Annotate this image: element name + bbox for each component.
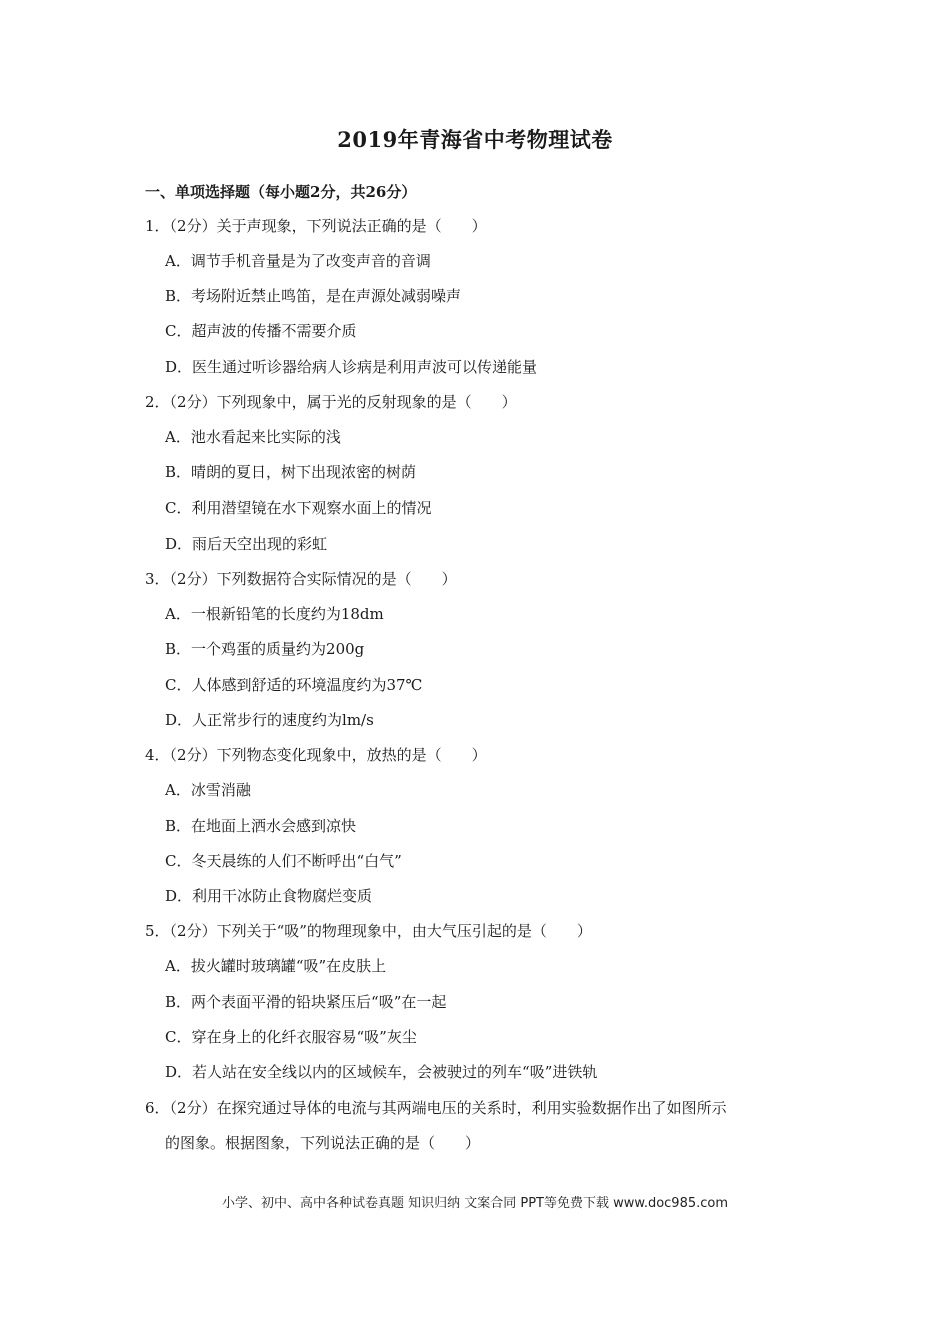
question-4-stem: 4．（2分）下列物态变化现象中，放热的是（ ） <box>145 746 487 764</box>
question-5-option-b: B．两个表面平滑的铅块紧压后“吸”在一起 <box>165 993 447 1011</box>
question-4-option-d: D．利用干冰防止食物腐烂变质 <box>165 887 373 905</box>
question-2-option-c: C．利用潜望镜在水下观察水面上的情况 <box>165 499 432 517</box>
question-1-stem: 1．（2分）关于声现象，下列说法正确的是（ ） <box>145 217 487 235</box>
section-heading: 一、单项选择题（每小题2分，共26分） <box>145 183 417 201</box>
question-5-option-c: C．穿在身上的化纤衣服容易“吸”灰尘 <box>165 1028 417 1046</box>
question-1-option-a: A．调节手机音量是为了改变声音的音调 <box>165 252 431 270</box>
question-2-option-b: B．晴朗的夏日，树下出现浓密的树荫 <box>165 463 417 481</box>
question-3-stem: 3．（2分）下列数据符合实际情况的是（ ） <box>145 570 457 588</box>
question-3-option-a: A．一根新铅笔的长度约为18dm <box>165 605 384 623</box>
question-6-stem-continued: 的图象。根据图象，下列说法正确的是（ ） <box>165 1134 481 1152</box>
question-1-option-b: B．考场附近禁止鸣笛，是在声源处减弱噪声 <box>165 287 462 305</box>
question-4-option-a: A．冰雪消融 <box>165 781 251 799</box>
question-1-option-d: D．医生通过听诊器给病人诊病是利用声波可以传递能量 <box>165 358 538 376</box>
question-5-option-d: D．若人站在安全线以内的区域候车，会被驶过的列车“吸”进铁轨 <box>165 1063 598 1081</box>
question-3-option-d: D．人正常步行的速度约为lm/s <box>165 711 374 729</box>
page-footer: 小学、初中、高中各种试卷真题 知识归纳 文案合同 PPT等免费下载 www.doc985.com <box>221 1196 729 1211</box>
question-6-stem: 6．（2分）在探究通过导体的电流与其两端电压的关系时，利用实验数据作出了如图所示 <box>145 1099 727 1117</box>
question-2-option-a: A．池水看起来比实际的浅 <box>165 428 341 446</box>
question-5-option-a: A．拔火罐时玻璃罐“吸”在皮肤上 <box>165 957 387 975</box>
question-3-option-c: C．人体感到舒适的环境温度约为37℃ <box>165 676 423 694</box>
question-4-option-c: C．冬天晨练的人们不断呼出“白气” <box>165 852 402 870</box>
question-3-option-b: B．一个鸡蛋的质量约为200g <box>165 640 365 658</box>
question-5-stem: 5．（2分）下列关于“吸”的物理现象中，由大气压引起的是（ ） <box>145 922 592 940</box>
question-2-option-d: D．雨后天空出现的彩虹 <box>165 535 328 553</box>
question-1-option-c: C．超声波的传播不需要介质 <box>165 322 357 340</box>
question-2-stem: 2．（2分）下列现象中，属于光的反射现象的是（ ） <box>145 393 517 411</box>
question-4-option-b: B．在地面上洒水会感到凉快 <box>165 817 357 835</box>
page-title: 2019年青海省中考物理试卷 <box>337 127 613 152</box>
